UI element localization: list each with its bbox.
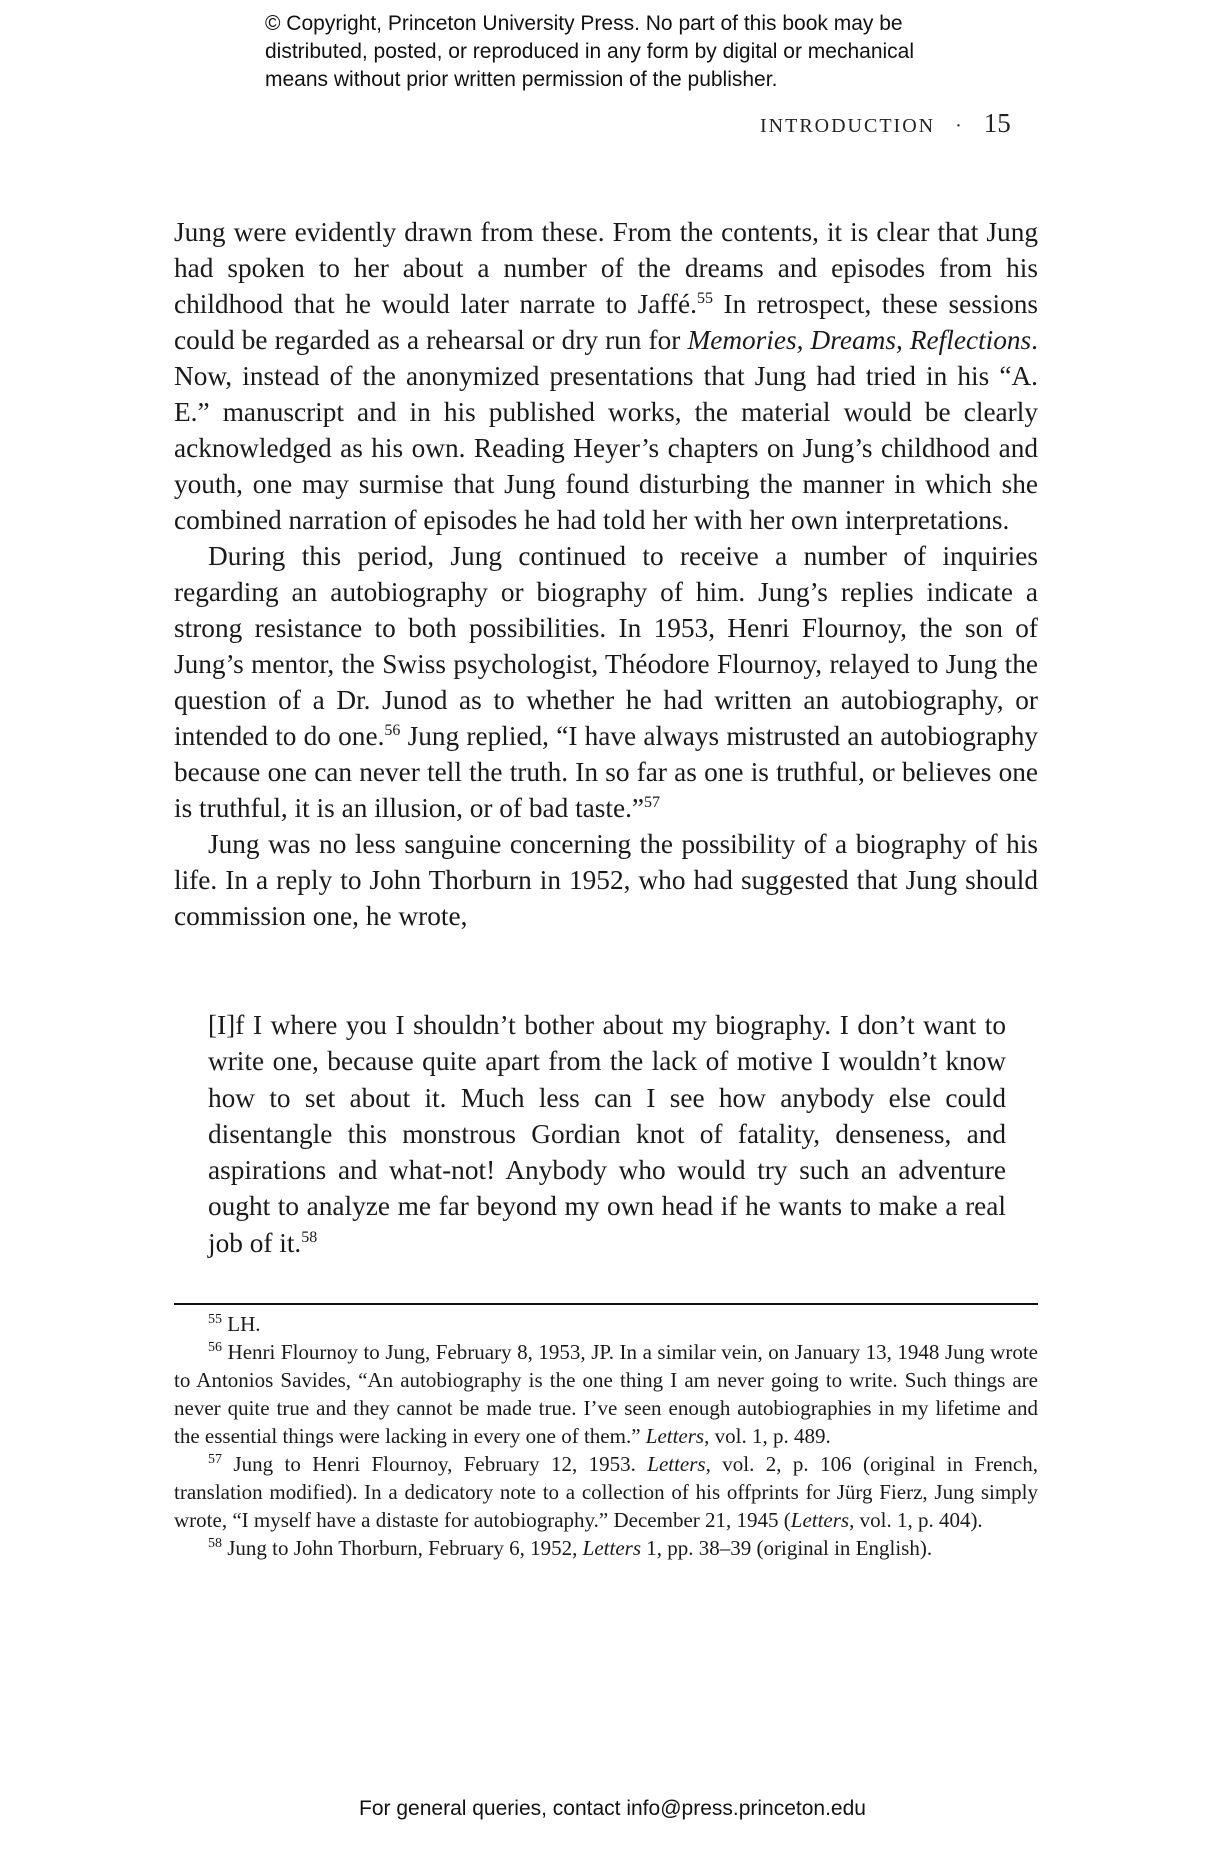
text-run: Jung were evidently drawn from these. From the contents, it is clear that Jung had spoken to her about a number of the dreams and episodes from his childhood that he would later narrate to Jaffé. xyxy=(174,217,1038,319)
footnote-text: Jung to Henri Flournoy, February 12, 1953. xyxy=(222,1452,648,1476)
footnote-text: Jung to John Thorburn, February 6, 1952, xyxy=(222,1536,583,1560)
book-title: Memories, Dreams, Reflections xyxy=(687,325,1032,355)
footnotes xyxy=(174,1310,1038,1562)
footnote-number: 57 xyxy=(208,1452,222,1467)
copyright-line: distributed, posted, or reproduced in any form by digital or mechanical xyxy=(265,40,915,63)
book-title: Letters xyxy=(645,1424,705,1448)
main-text xyxy=(174,214,1038,934)
footnote-divider xyxy=(174,1303,1038,1305)
block-quote xyxy=(208,1007,1006,1261)
footnote-text: LH. xyxy=(222,1312,261,1336)
book-title: Letters xyxy=(790,1508,850,1532)
running-head-title: INTRODUCTION xyxy=(760,115,936,137)
footnote-text: Henri Flournoy to Jung, February 8, 1953, JP. In a similar vein, on January 13, 1948 Jung wrote to Antonios Savides, “An autobiography is the one thing I am never going to write. Such things are never quite true and they cannot be made true. I’ve seen enough autobiographies in my lifetime and the essential things were lacking in every one of them.” xyxy=(174,1340,1038,1448)
copyright-notice xyxy=(265,10,1025,94)
running-head xyxy=(760,108,1011,139)
footnote-ref: 55 xyxy=(696,289,713,307)
footnote xyxy=(174,1534,1038,1562)
footnote-ref: 58 xyxy=(301,1228,318,1246)
text-run: During this period, Jung continued to receive a number of inquiries regarding an autobiography or biography of him. Jung’s replies indicate a strong resistance to both possibilities. In 1953, Henri Flournoy, the son of Jung’s mentor, the Swiss psychologist, Théodore Flournoy, relayed to Jung the question of a Dr. Junod as to whether he had written an autobiography, or intended to do one. xyxy=(174,541,1038,751)
footnote-ref: 56 xyxy=(384,721,401,739)
footnote-text: , vol. 2, p. 106 (original in French, translation modified). In a dedicatory note to a collection of his offprints for Jürg Fierz, Jung simply wrote, “I myself have a distaste for autobiography.” December 21, 1945 ( xyxy=(174,1452,1038,1532)
page-number: 15 xyxy=(983,108,1011,138)
footnote xyxy=(174,1450,1038,1534)
footnote-number: 55 xyxy=(208,1312,222,1327)
copyright-line: © Copyright, Princeton University Press. No part of this book may be xyxy=(265,12,903,35)
paragraph xyxy=(174,214,1038,538)
copyright-line: means without prior written permission of the publisher. xyxy=(265,68,778,91)
footnote-text: , vol. 1, p. 404). xyxy=(849,1508,983,1532)
footnote-text: , vol. 1, p. 489. xyxy=(704,1424,831,1448)
text-run: Jung replied, “I have always mistrusted an autobiography because one can never tell the truth. In so far as one is truthful, or believes one is truthful, it is an illusion, or of bad taste.” xyxy=(174,721,1038,823)
footnote xyxy=(174,1338,1038,1450)
text-run: In retrospect, these sessions could be regarded as a rehearsal or dry run for xyxy=(174,289,1038,355)
paragraph: Jung was no less sanguine concerning the possibility of a biography of his life. In a reply to John Thorburn in 1952, who had suggested that Jung should commission one, he wrote, xyxy=(174,829,1038,931)
text-run: . Now, instead of the anonymized presentations that Jung had tried in his “A. E.” manuscript and in his published works, the material would be clearly acknowledged as his own. Reading Heyer’s chapters on Jung’s childhood and youth, one may surmise that Jung found disturbing the manner in which she combined narration of episodes he had told her with her own interpretations. xyxy=(174,325,1038,535)
footnote-text: 1, pp. 38–39 (original in English). xyxy=(641,1536,933,1560)
book-title: Letters xyxy=(647,1452,706,1476)
book-title: Letters xyxy=(582,1536,642,1560)
footnote xyxy=(174,1310,1038,1338)
running-head-separator: · xyxy=(955,115,964,137)
footnote-number: 58 xyxy=(208,1536,222,1551)
footnote-number: 56 xyxy=(208,1340,222,1355)
footnote-ref: 57 xyxy=(644,793,661,811)
paragraph xyxy=(174,538,1038,826)
quote-text: [I]f I where you I shouldn’t bother about my biography. I don’t want to write one, because quite apart from the lack of motive I wouldn’t know how to set about it. Much less can I see how anybody else could disentangle this monstrous Gordian knot of fatality, denseness, and aspirations and what-not! Anybody who would try such an adventure ought to analyze me far beyond my own head if he wants to make a real job of it. xyxy=(208,1010,1006,1258)
contact-footer: For general queries, contact info@press.princeton.edu xyxy=(359,1797,866,1820)
